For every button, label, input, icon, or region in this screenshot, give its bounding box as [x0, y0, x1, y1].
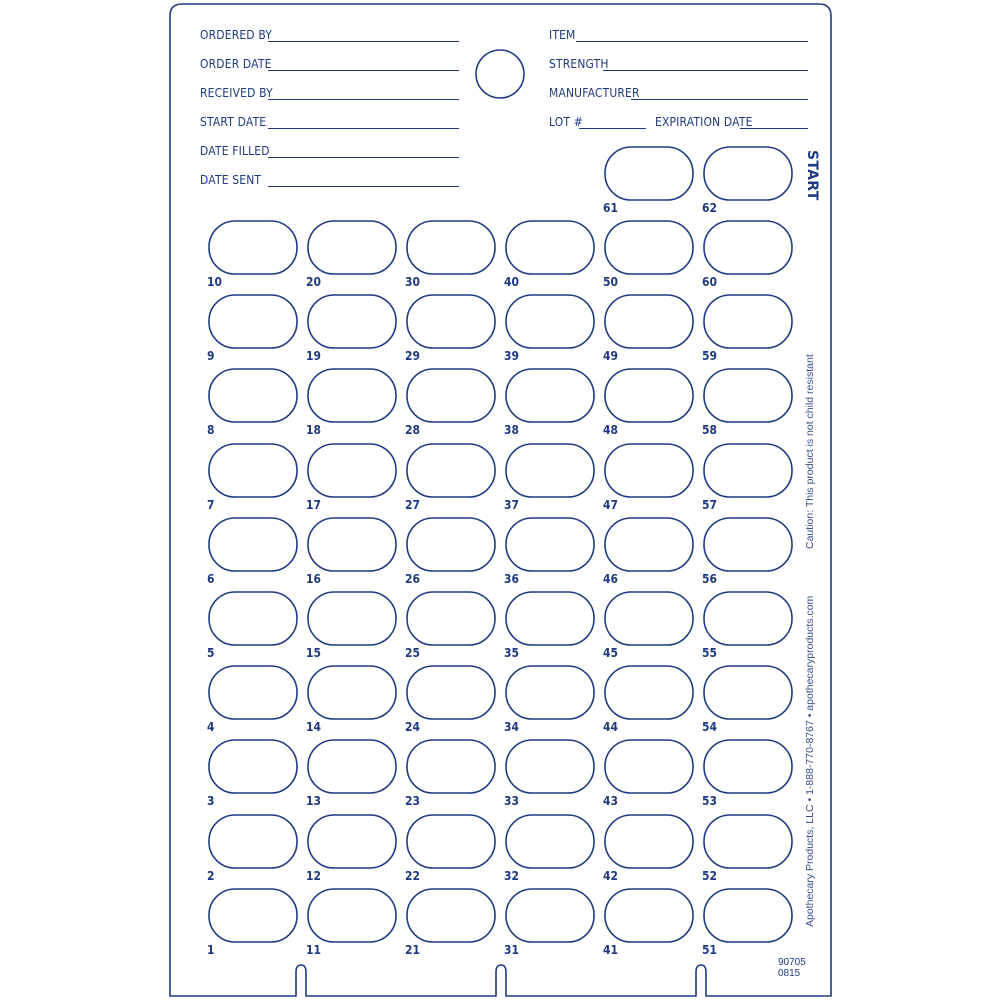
cell-number-22: 22 — [405, 868, 420, 883]
cell-number-32: 32 — [504, 868, 519, 883]
pill-cell-2 — [209, 815, 297, 868]
pill-cell-34 — [506, 666, 594, 719]
cell-number-24: 24 — [405, 719, 420, 734]
pill-cell-19 — [308, 295, 396, 348]
field-label: EXPIRATION DATE — [655, 114, 753, 129]
order-date-line[interactable] — [268, 70, 459, 71]
cell-number-7: 7 — [207, 497, 215, 512]
pill-cell-32 — [506, 815, 594, 868]
pill-cell-7 — [209, 444, 297, 497]
pill-cell-21 — [407, 889, 495, 942]
pill-cell-60 — [704, 221, 792, 274]
cell-number-6: 6 — [207, 571, 215, 586]
pill-cell-41 — [605, 889, 693, 942]
pill-cell-20 — [308, 221, 396, 274]
pill-cell-53 — [704, 740, 792, 793]
pill-cell-3 — [209, 740, 297, 793]
cell-number-18: 18 — [306, 422, 321, 437]
cell-number-51: 51 — [702, 942, 717, 957]
pill-cell-4 — [209, 666, 297, 719]
cell-number-50: 50 — [603, 274, 618, 289]
cell-number-3: 3 — [207, 793, 215, 808]
cell-number-35: 35 — [504, 645, 519, 660]
field-label: DATE FILLED — [200, 143, 270, 158]
pill-cell-28 — [407, 369, 495, 422]
expiration-date-line[interactable] — [740, 128, 808, 129]
cell-number-45: 45 — [603, 645, 618, 660]
pill-cell-16 — [308, 518, 396, 571]
pill-cell-15 — [308, 592, 396, 645]
pill-cell-36 — [506, 518, 594, 571]
cell-number-60: 60 — [702, 274, 717, 289]
product-code — [778, 957, 806, 979]
cell-number-38: 38 — [504, 422, 519, 437]
cell-number-54: 54 — [702, 719, 717, 734]
pill-cell-62 — [704, 147, 792, 200]
field-label: ITEM — [549, 27, 576, 42]
hang-hole — [476, 50, 524, 98]
cell-number-14: 14 — [306, 719, 321, 734]
pill-cell-29 — [407, 295, 495, 348]
pill-cell-14 — [308, 666, 396, 719]
cell-number-5: 5 — [207, 645, 215, 660]
pill-cell-46 — [605, 518, 693, 571]
cell-number-59: 59 — [702, 348, 717, 363]
cell-number-4: 4 — [207, 719, 215, 734]
pill-cell-40 — [506, 221, 594, 274]
cell-number-61: 61 — [603, 200, 618, 215]
date-filled-line[interactable] — [268, 157, 459, 158]
pill-cell-17 — [308, 444, 396, 497]
cell-number-11: 11 — [306, 942, 321, 957]
pill-cell-33 — [506, 740, 594, 793]
pill-cell-57 — [704, 444, 792, 497]
cell-number-28: 28 — [405, 422, 420, 437]
received-by-line[interactable] — [268, 99, 459, 100]
cell-number-48: 48 — [603, 422, 618, 437]
pill-cell-39 — [506, 295, 594, 348]
cell-number-8: 8 — [207, 422, 215, 437]
cell-number-58: 58 — [702, 422, 717, 437]
product-code-date: 0815 — [778, 968, 801, 979]
pill-cell-44 — [605, 666, 693, 719]
field-label: ORDERED BY — [200, 27, 273, 42]
pill-cell-13 — [308, 740, 396, 793]
cell-number-21: 21 — [405, 942, 420, 957]
cell-number-56: 56 — [702, 571, 717, 586]
pill-cell-27 — [407, 444, 495, 497]
start-date-line[interactable] — [268, 128, 459, 129]
cell-number-10: 10 — [207, 274, 222, 289]
pill-cell-10 — [209, 221, 297, 274]
cell-number-26: 26 — [405, 571, 420, 586]
pill-cell-54 — [704, 666, 792, 719]
cell-number-27: 27 — [405, 497, 420, 512]
item-line[interactable] — [576, 41, 808, 42]
cell-number-23: 23 — [405, 793, 420, 808]
pill-cell-61 — [605, 147, 693, 200]
pill-cell-9 — [209, 295, 297, 348]
field-label: STRENGTH — [549, 56, 609, 71]
cell-number-19: 19 — [306, 348, 321, 363]
cell-number-37: 37 — [504, 497, 519, 512]
pill-cell-42 — [605, 815, 693, 868]
cell-number-40: 40 — [504, 274, 519, 289]
cell-number-47: 47 — [603, 497, 618, 512]
cell-number-1: 1 — [207, 942, 215, 957]
pill-cell-8 — [209, 369, 297, 422]
pill-cell-52 — [704, 815, 792, 868]
start-label — [802, 150, 822, 201]
cell-number-17: 17 — [306, 497, 321, 512]
pill-cell-1 — [209, 889, 297, 942]
cell-grid — [209, 147, 792, 942]
pill-cell-5 — [209, 592, 297, 645]
cell-number-44: 44 — [603, 719, 618, 734]
field-label: LOT # — [549, 114, 583, 129]
strength-line[interactable] — [603, 70, 808, 71]
date-sent-line[interactable] — [268, 186, 459, 187]
pill-cell-12 — [308, 815, 396, 868]
cell-number-55: 55 — [702, 645, 717, 660]
pill-cell-51 — [704, 889, 792, 942]
cell-number-52: 52 — [702, 868, 717, 883]
pill-cell-24 — [407, 666, 495, 719]
pill-cell-45 — [605, 592, 693, 645]
cell-number-34: 34 — [504, 719, 519, 734]
cell-number-33: 33 — [504, 793, 519, 808]
cell-number-25: 25 — [405, 645, 420, 660]
pill-cell-48 — [605, 369, 693, 422]
ordered-by-line[interactable] — [268, 41, 459, 42]
cell-number-41: 41 — [603, 942, 618, 957]
start-text: START — [804, 150, 820, 201]
cell-number-31: 31 — [504, 942, 519, 957]
pill-cell-18 — [308, 369, 396, 422]
pill-cell-49 — [605, 295, 693, 348]
cell-number-57: 57 — [702, 497, 717, 512]
caution-text: Caution: This product is not child resistant — [804, 354, 816, 549]
cell-number-29: 29 — [405, 348, 420, 363]
cell-number-42: 42 — [603, 868, 618, 883]
field-label: START DATE — [200, 114, 267, 129]
pill-cell-35 — [506, 592, 594, 645]
pill-cell-6 — [209, 518, 297, 571]
product-code-number: 90705 — [778, 957, 806, 968]
cell-number-46: 46 — [603, 571, 618, 586]
pill-cell-25 — [407, 592, 495, 645]
pill-cell-37 — [506, 444, 594, 497]
pill-cell-47 — [605, 444, 693, 497]
cell-number-43: 43 — [603, 793, 618, 808]
pill-cell-31 — [506, 889, 594, 942]
company-text: Apothecary Products, LLC • 1-888-770-8767 • apothecaryproducts.com — [804, 595, 816, 927]
cell-number-49: 49 — [603, 348, 618, 363]
cell-number-9: 9 — [207, 348, 215, 363]
pill-cell-26 — [407, 518, 495, 571]
pill-cell-58 — [704, 369, 792, 422]
pill-cell-30 — [407, 221, 495, 274]
cell-number-15: 15 — [306, 645, 321, 660]
field-label: ORDER DATE — [200, 56, 272, 71]
pill-cell-22 — [407, 815, 495, 868]
cell-number-36: 36 — [504, 571, 519, 586]
field-label: MANUFACTURER — [549, 85, 640, 100]
pill-cell-55 — [704, 592, 792, 645]
pill-cell-38 — [506, 369, 594, 422]
cell-number-13: 13 — [306, 793, 321, 808]
pill-cell-11 — [308, 889, 396, 942]
cell-number-2: 2 — [207, 868, 215, 883]
cell-number-12: 12 — [306, 868, 321, 883]
cell-number-53: 53 — [702, 793, 717, 808]
pill-cell-59 — [704, 295, 792, 348]
manufacturer-line[interactable] — [631, 99, 808, 100]
lot-line[interactable] — [579, 128, 646, 129]
cell-number-16: 16 — [306, 571, 321, 586]
field-label: DATE SENT — [200, 172, 262, 187]
cell-number-20: 20 — [306, 274, 321, 289]
cell-number-62: 62 — [702, 200, 717, 215]
cell-number-39: 39 — [504, 348, 519, 363]
pill-cell-56 — [704, 518, 792, 571]
pill-cell-43 — [605, 740, 693, 793]
pill-cell-50 — [605, 221, 693, 274]
field-label: RECEIVED BY — [200, 85, 273, 100]
pill-cell-23 — [407, 740, 495, 793]
cell-number-30: 30 — [405, 274, 420, 289]
